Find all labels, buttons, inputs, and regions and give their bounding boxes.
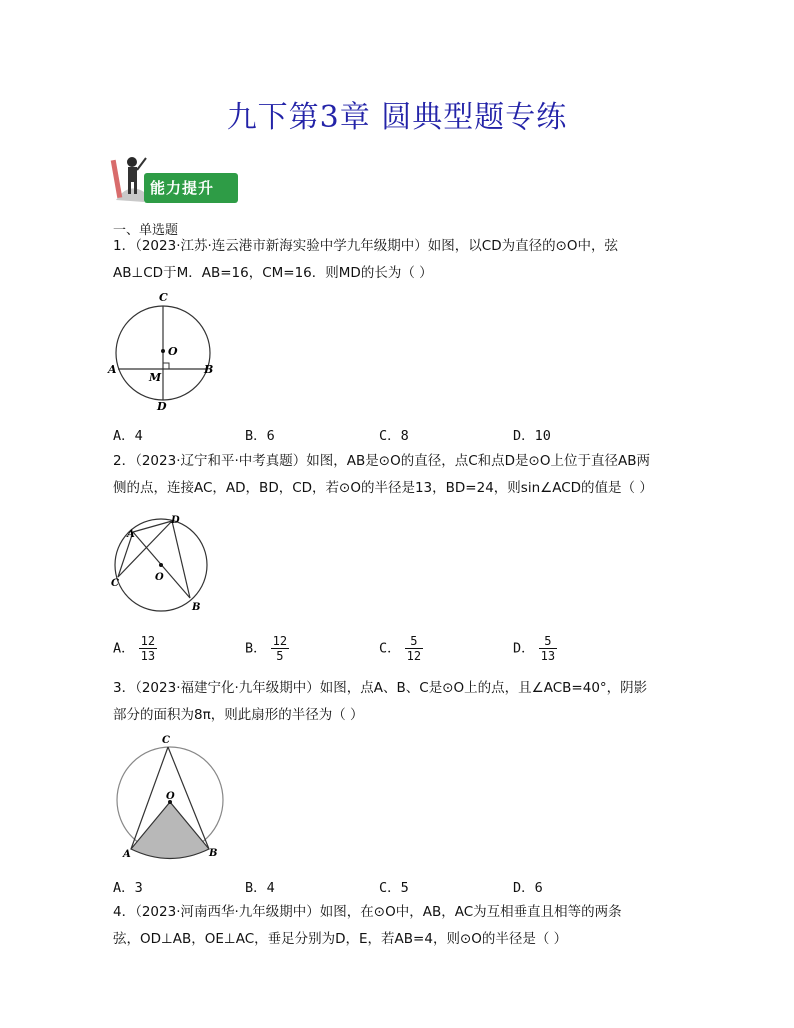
point-c-label: C xyxy=(162,735,170,746)
point-d-label: D xyxy=(171,515,180,526)
option-b[interactable]: B．6 xyxy=(245,428,275,444)
option-a[interactable]: A． $\frac{12}{13}$ xyxy=(113,634,156,663)
question-3-line-1: 3．（2023·福建宁化·九年级期中）如图，点A、B、C是⊙O上的点，且∠ACB=40°，阴影 xyxy=(113,680,648,696)
option-d[interactable]: D．10 xyxy=(513,428,551,444)
point-b-label: B xyxy=(192,602,201,613)
point-a-label: A xyxy=(127,529,135,540)
question-2 xyxy=(113,448,673,502)
option-a[interactable]: A．3 xyxy=(113,880,143,896)
option-c[interactable]: C．8 xyxy=(379,428,409,444)
point-a-label: A xyxy=(108,363,117,376)
question-1-line-2: AB⊥CD于M．AB=16，CM=16．则MD的长为（ ） xyxy=(113,265,433,281)
question-1-figure xyxy=(105,288,225,413)
question-3 xyxy=(113,675,673,729)
page-title: 九下第3章 圆典型题专练 xyxy=(226,100,568,135)
point-o-label: O xyxy=(168,345,178,358)
question-3-figure xyxy=(110,732,235,862)
point-o-label: O xyxy=(155,572,164,583)
question-4-line-2: 弦，OD⊥AB，OE⊥AC，垂足分别为D，E，若AB=4，则⊙O的半径是（ ） xyxy=(113,931,568,947)
option-b[interactable]: B． $\frac{12}{5}$ xyxy=(245,634,288,663)
point-b-label: B xyxy=(209,848,218,859)
question-1 xyxy=(113,233,673,287)
point-c-label: C xyxy=(111,578,119,589)
option-d[interactable]: D． $\frac{5}{13}$ xyxy=(513,634,556,663)
point-c-label: C xyxy=(159,291,168,304)
point-a-label: A xyxy=(123,849,131,860)
badge-label: 能力提升 xyxy=(150,179,215,197)
section-heading: 一、单选题 xyxy=(113,223,179,238)
question-4-line-1: 4．（2023·河南西华·九年级期中）如图，在⊙O中，AB，AC为互相垂直且相等的两条 xyxy=(113,904,622,920)
option-b[interactable]: B．4 xyxy=(245,880,275,896)
option-d[interactable]: D．6 xyxy=(513,880,543,896)
question-4 xyxy=(113,899,673,953)
option-c[interactable]: C． $\frac{5}{12}$ xyxy=(379,634,422,663)
question-2-figure xyxy=(108,510,218,615)
option-c[interactable]: C．5 xyxy=(379,880,409,896)
question-2-line-2: 侧的点，连接AC，AD，BD，CD，若⊙O的半径是13，BD=24，则sin∠ACD的值是（ ） xyxy=(113,480,653,496)
point-d-label: D xyxy=(157,400,167,413)
point-m-label: M xyxy=(149,371,162,384)
option-a[interactable]: A．4 xyxy=(113,428,143,444)
question-2-line-1: 2．（2023·辽宁和平·中考真题）如图，AB是⊙O的直径，点C和点D是⊙O上位于直径AB两 xyxy=(113,453,650,469)
point-b-label: B xyxy=(204,363,214,376)
question-1-line-1: 1．（2023·江苏·连云港市新海实验中学九年级期中）如图，以CD为直径的⊙O中，弦 xyxy=(113,238,619,254)
point-o-label: O xyxy=(166,791,175,802)
ability-badge xyxy=(110,152,240,204)
question-3-line-2: 部分的面积为8π，则此扇形的半径为（ ） xyxy=(113,707,364,723)
